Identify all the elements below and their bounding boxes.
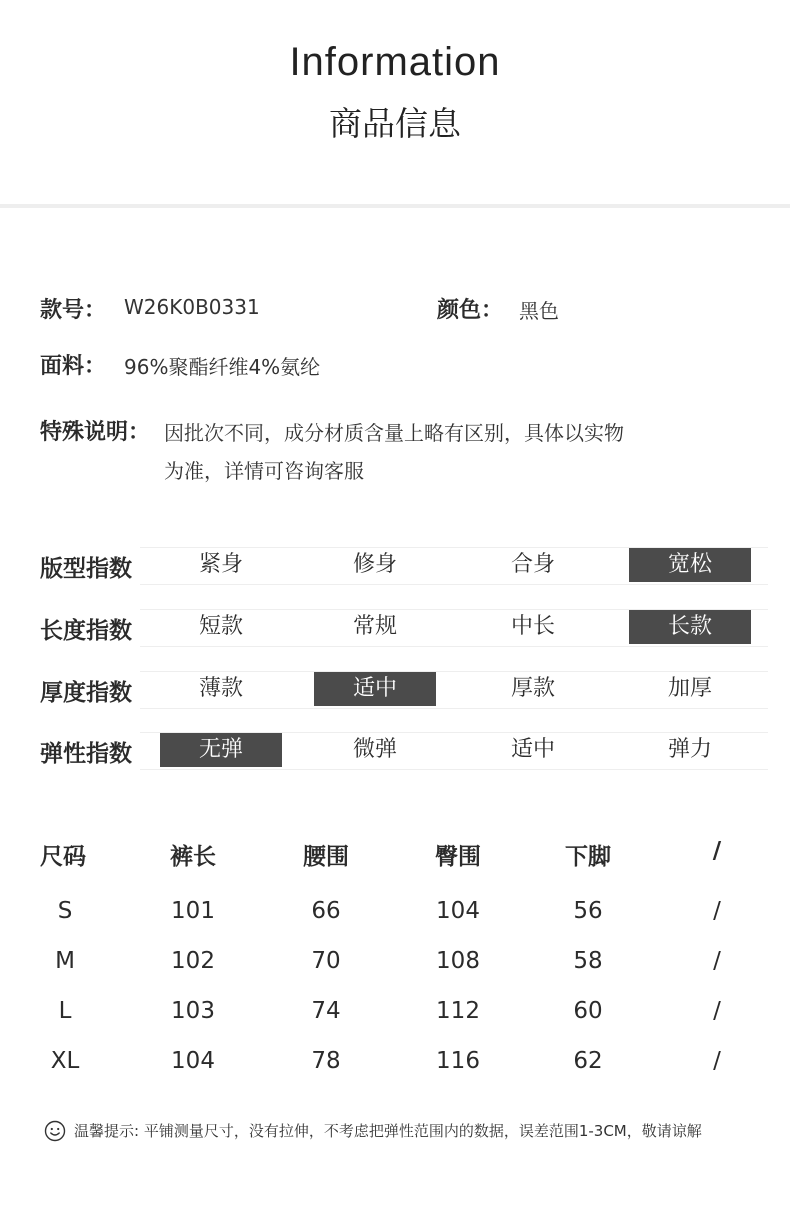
index-option-selected: 宽松 bbox=[629, 548, 751, 582]
table-cell: 108 bbox=[436, 948, 480, 974]
table-cell: 66 bbox=[311, 898, 341, 924]
smiley-icon bbox=[44, 1120, 66, 1142]
table-header-cell: 臀围 bbox=[435, 844, 481, 870]
page-title-cn: 商品信息 bbox=[329, 104, 461, 143]
table-cell: 103 bbox=[171, 998, 215, 1024]
fabric-value: 96%聚酯纤维4%氨纶 bbox=[124, 355, 321, 379]
table-header-cell: / bbox=[712, 838, 722, 864]
table-header-cell: 腰围 bbox=[303, 844, 349, 870]
table-cell: 60 bbox=[573, 998, 603, 1024]
special-note-line-2: 为准，详情可咨询客服 bbox=[164, 459, 364, 483]
index-option: 弹力 bbox=[667, 737, 712, 762]
special-note-line-1: 因批次不同，成分材质含量上略有区别，具体以实物 bbox=[164, 421, 624, 445]
page-title-en: Information bbox=[289, 40, 501, 84]
index-option-selected: 长款 bbox=[629, 610, 751, 644]
header-divider bbox=[0, 204, 790, 208]
table-cell: 104 bbox=[171, 1048, 215, 1074]
table-cell: / bbox=[713, 998, 721, 1024]
index-option: 加厚 bbox=[667, 676, 712, 701]
table-cell: / bbox=[713, 1048, 721, 1074]
table-cell: 116 bbox=[436, 1048, 480, 1074]
table-cell: 102 bbox=[171, 948, 215, 974]
table-cell: 112 bbox=[436, 998, 480, 1024]
table-cell: 74 bbox=[311, 998, 341, 1024]
index-label: 长度指数 bbox=[40, 618, 132, 644]
table-cell: / bbox=[713, 948, 721, 974]
fabric-label: 面料： bbox=[40, 354, 107, 379]
index-option: 厚款 bbox=[510, 676, 555, 701]
index-option: 中长 bbox=[510, 614, 555, 639]
size-label-cell: M bbox=[55, 948, 75, 974]
footer-text: 温馨提示: 平铺测量尺寸，没有拉伸，不考虑把弹性范围内的数据，误差范围1-3CM，敬请谅解 bbox=[74, 1122, 702, 1140]
index-option-selected: 无弹 bbox=[160, 733, 282, 767]
special-note-label: 特殊说明： bbox=[40, 420, 151, 445]
style-number-value: W26K0B0331 bbox=[124, 295, 260, 319]
index-option: 短款 bbox=[198, 614, 243, 639]
table-cell: 70 bbox=[311, 948, 341, 974]
index-option-selected: 适中 bbox=[314, 672, 436, 706]
table-header-cell: 下脚 bbox=[565, 844, 611, 870]
index-label: 厚度指数 bbox=[40, 680, 132, 706]
color-value: 黑色 bbox=[519, 299, 559, 323]
table-cell: 62 bbox=[573, 1048, 603, 1074]
index-option: 适中 bbox=[510, 737, 555, 762]
table-cell: 101 bbox=[171, 898, 215, 924]
index-option: 合身 bbox=[510, 552, 555, 577]
table-cell: 58 bbox=[573, 948, 603, 974]
table-header-cell: 裤长 bbox=[170, 844, 216, 870]
index-option: 常规 bbox=[352, 614, 397, 639]
color-label: 颜色： bbox=[437, 298, 504, 323]
size-label-cell: L bbox=[58, 998, 72, 1024]
index-label: 弹性指数 bbox=[40, 741, 132, 767]
table-cell: 56 bbox=[573, 898, 603, 924]
size-label-cell: S bbox=[57, 898, 73, 924]
size-label-cell: XL bbox=[50, 1048, 80, 1074]
index-option: 修身 bbox=[352, 552, 397, 577]
table-cell: / bbox=[713, 898, 721, 924]
table-header-cell: 尺码 bbox=[40, 844, 86, 870]
style-number-label: 款号： bbox=[40, 298, 107, 323]
index-label: 版型指数 bbox=[40, 556, 132, 582]
index-option: 紧身 bbox=[198, 552, 243, 577]
index-option: 微弹 bbox=[352, 737, 397, 762]
index-option: 薄款 bbox=[198, 676, 243, 701]
table-cell: 104 bbox=[436, 898, 480, 924]
table-cell: 78 bbox=[311, 1048, 341, 1074]
